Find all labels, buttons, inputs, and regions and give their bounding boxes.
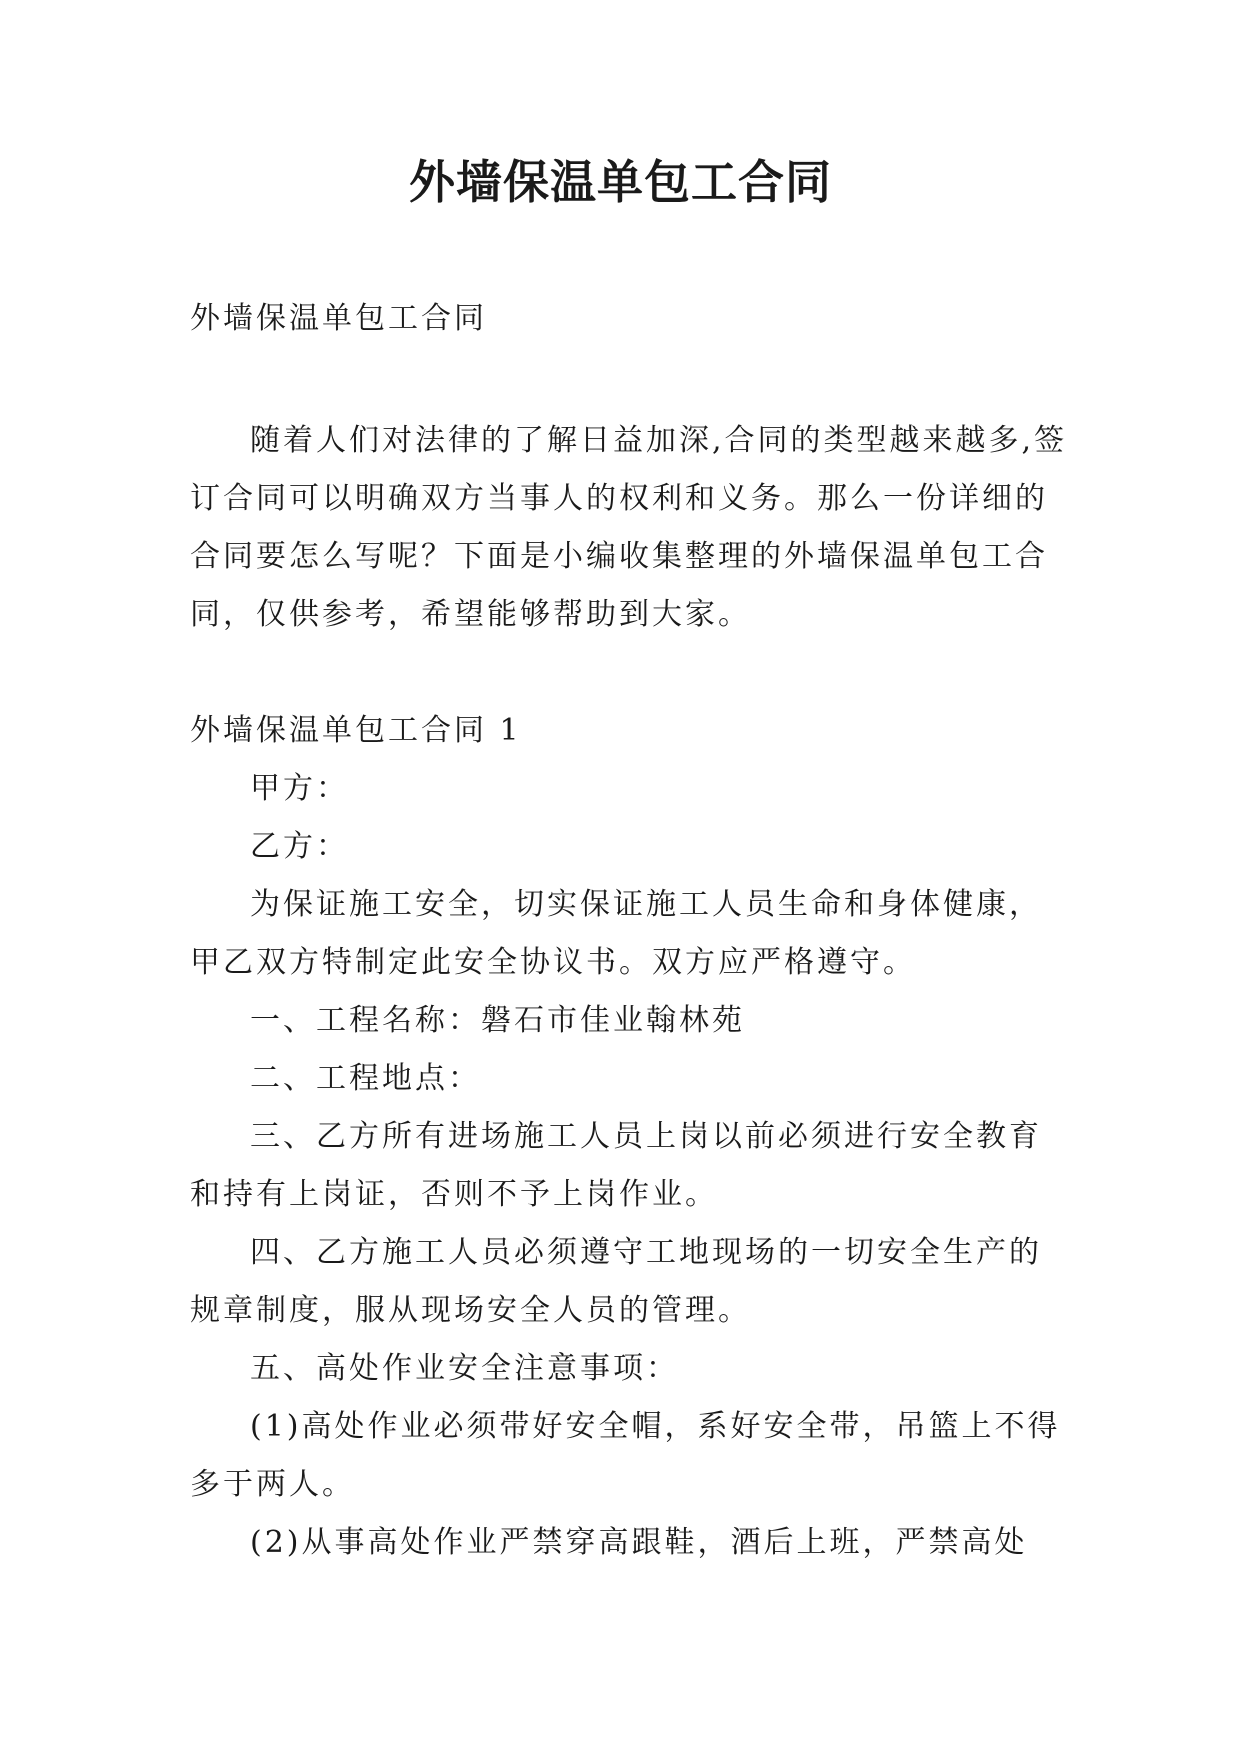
paragraph-party-a: 甲方：: [250, 771, 349, 806]
intro-paragraph: 随着人们对法律的了解日益加深,合同的类型越来越多,签订合同可以明确双方当事人的权利和义务。那么一份详细的合同要怎么写呢？下面是小编收集整理的外墙保温单包工合同，仅供参考，希望能够帮助到大家。: [190, 423, 1068, 632]
paragraph-party-b: 乙方：: [250, 829, 349, 864]
paragraph-item-1: (1)高处作业必须带好安全帽，系好安全带，吊篮上不得多于两人。: [190, 1409, 1061, 1502]
document-body: [190, 290, 1070, 1572]
spacer: [190, 644, 1070, 702]
paragraph-clause-3: 三、乙方所有进场施工人员上岗以前必须进行安全教育和持有上岗证，否则不予上岗作业。: [190, 1119, 1042, 1212]
paragraph-project-name: 一、工程名称：磐石市佳业翰林苑: [250, 1003, 745, 1038]
section-title: 外墙保温单包工合同 1: [190, 713, 522, 748]
spacer: [190, 348, 1070, 412]
paragraph-project-location: 二、工程地点：: [250, 1061, 481, 1096]
paragraph-item-2: (2)从事高处作业严禁穿高跟鞋，酒后上班，严禁高处: [250, 1525, 1028, 1560]
paragraph-purpose: 为保证施工安全，切实保证施工人员生命和身体健康，甲乙双方特制定此安全协议书。双方应严格遵守。: [190, 887, 1042, 980]
document-title: 外墙保温单包工合同: [409, 155, 832, 209]
paragraph-clause-4: 四、乙方施工人员必须遵守工地现场的一切安全生产的规章制度，服从现场安全人员的管理。: [190, 1235, 1042, 1328]
document-subtitle: 外墙保温单包工合同: [190, 301, 487, 336]
paragraph-clause-5: 五、高处作业安全注意事项：: [250, 1351, 679, 1386]
